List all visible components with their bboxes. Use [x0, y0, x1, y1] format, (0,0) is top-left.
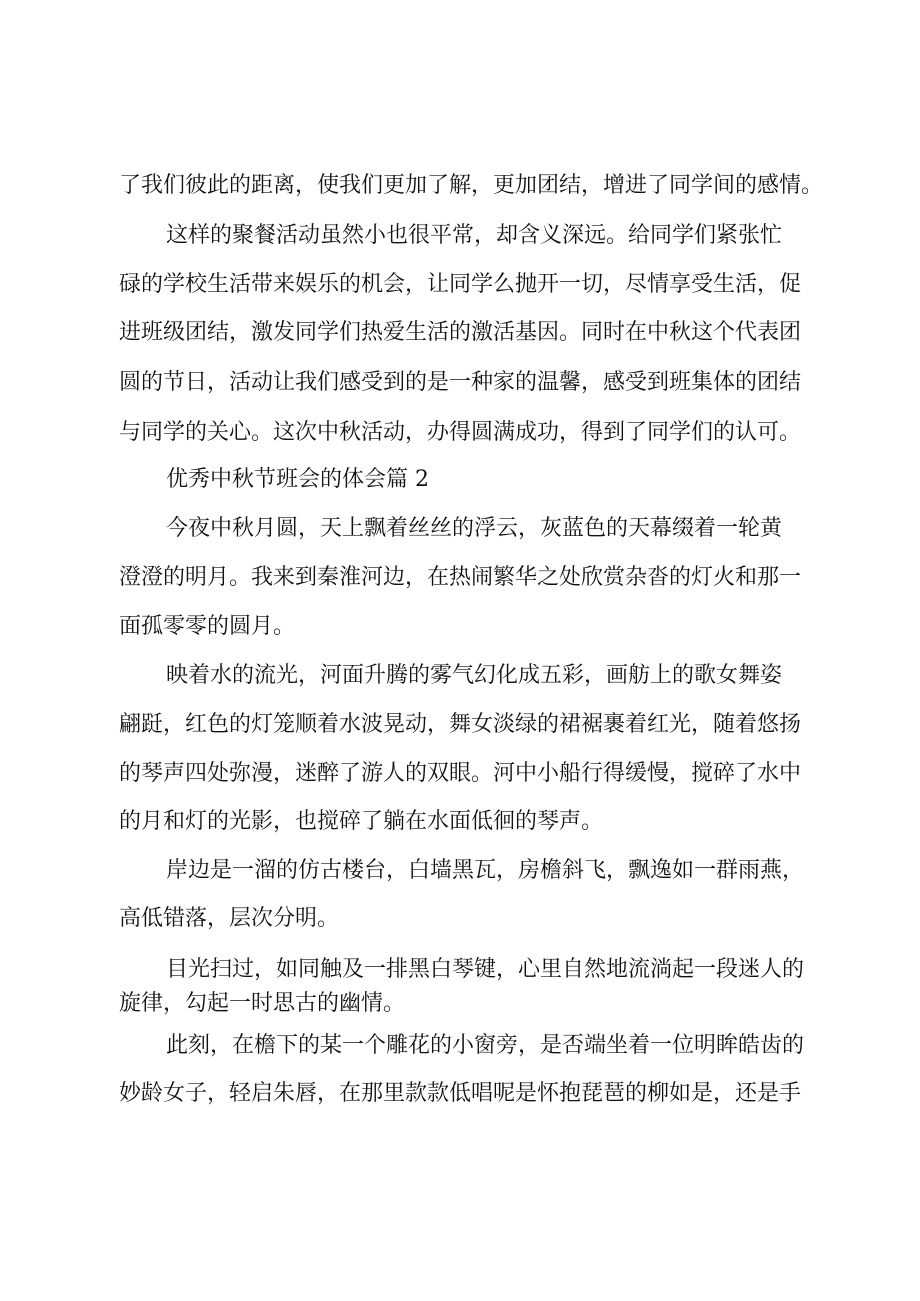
- text-line: 的琴声四处弥漫，迷醉了游人的双眼。河中小船行得缓慢，搅碎了水中: [119, 761, 802, 786]
- text-line: 的月和灯的光影，也搅碎了躺在水面低徊的琴声。: [119, 809, 604, 834]
- text-line: 了我们彼此的距离，使我们更加了解，更加团结，增进了同学间的感情。: [119, 173, 824, 198]
- paragraph-first-line: 映着水的流光，河面升腾的雾气幻化成五彩，画舫上的歌女舞姿: [166, 663, 783, 688]
- paragraph-first-line: 目光扫过，如同触及一排黑白琴键，心里自然地流淌起一段迷人的: [166, 957, 805, 982]
- paragraph-first-line: 岸边是一溜的仿古楼台，白墙黑瓦，房檐斜飞，飘逸如一群雨燕，: [166, 858, 805, 883]
- paragraph-first-line: 这样的聚餐活动虽然小也很平常，却含义深远。给同学们紧张忙: [166, 223, 783, 248]
- text-line: 翩跹，红色的灯笼顺着水波晃动，舞女淡绿的裙裾裹着红光，随着悠扬: [119, 712, 802, 737]
- paragraph-first-line: 今夜中秋月圆，天上飘着丝丝的浮云，灰蓝色的天幕缀着一轮黄: [166, 516, 783, 541]
- text-line: 旋律，勾起一时思古的幽情。: [119, 991, 406, 1016]
- text-line: 高低错落，层次分明。: [119, 906, 340, 931]
- text-line: 妙龄女子，轻启朱唇，在那里款款低唱呢是怀抱琵琶的柳如是，还是手: [119, 1081, 802, 1106]
- text-line: 澄澄的明月。我来到秦淮河边，在热闹繁华之处欣赏杂沓的灯火和那一: [119, 565, 802, 590]
- text-line: 碌的学校生活带来娱乐的机会，让同学么抛开一切，尽情享受生活，促: [119, 272, 802, 297]
- section-heading: 优秀中秋节班会的体会篇 2: [166, 467, 429, 492]
- text-line: 圆的节日，活动让我们感受到的是一种家的温馨，感受到班集体的团结: [119, 370, 802, 395]
- text-line: 面孤零零的圆月。: [119, 614, 296, 639]
- paragraph-first-line: 此刻，在檐下的某一个雕花的小窗旁，是否端坐着一位明眸皓齿的: [166, 1033, 805, 1058]
- text-line: 进班级团结，激发同学们热爱生活的激活基因。同时在中秋这个代表团: [119, 320, 802, 345]
- text-line: 与同学的关心。这次中秋活动，办得圆满成功，得到了同学们的认可。: [119, 420, 802, 445]
